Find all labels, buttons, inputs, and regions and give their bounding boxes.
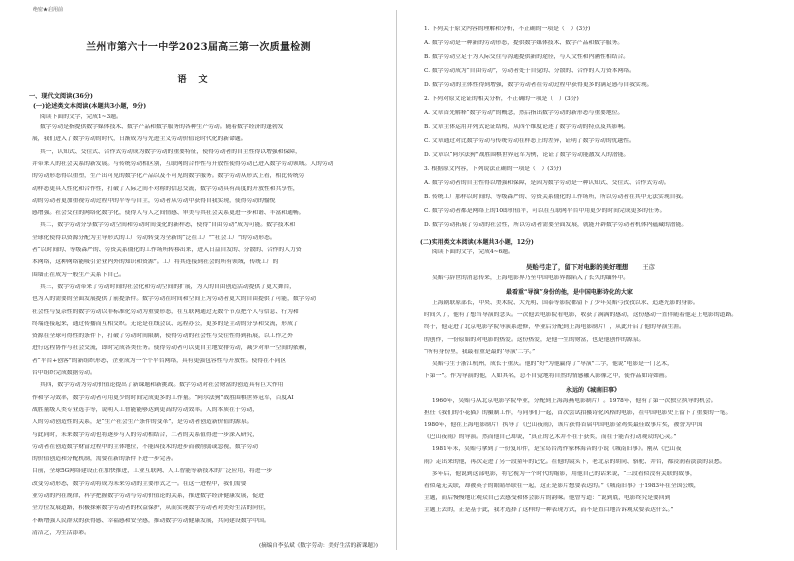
passage-line: 战胜量级人类专业选手等，说明人工智能能够达到更高的劳动效率。人的本质在于劳动，: [32, 406, 259, 413]
story-subheading: 永远的《城南旧事》: [566, 387, 621, 395]
passage-line: 的劳动形态得以重塑，生产出可见的数字化产品以及不可见的数字服务。数字劳动从形式上看，相比传统劳: [32, 173, 305, 180]
passage-line: 业劳动的内在规律，科学把握数字劳动与劳动价值论的关系，推进数字经济健康发展，促进: [32, 493, 264, 499]
article-line: 《巴山夜雨》的导演。然而他自己却说，“真正的艺术并不在于获奖，而在于能否打动观众的心灵。”: [424, 434, 677, 441]
passage-line: 进行远程协作与社会交流，即时完成各类任务。使得劳动者可以更自主地安排劳动，减少对单一空间的依赖，: [32, 345, 311, 352]
article-title: [526, 262, 655, 271]
passage-line: 清洁之，为生活添彩。: [32, 529, 90, 536]
article-line: 上海剧联原部长，中央、美术院、大光明、国泰等影院都留下了少年吴贻弓孜孜以求、追逐光影的身影。: [432, 300, 699, 306]
q3-option: C. 数字劳动者都是网络上的10即价值平，可以在互联网平台中用更少的时间完成更多的任务。: [424, 208, 666, 214]
article-line: 看似毫无关联，却被英子的眼睛串联在一起，这正是影片想要表达的。”《城南旧事》于1983年在全国公映，: [424, 483, 700, 489]
article-line: 吴贻弓辞世的消息传来，上海电影界乃至中国电影界都陷入了长久的缅怀中。: [432, 275, 630, 281]
passage-line: 作和学习效率，数字劳动者可用更少的时间完成更多的工作量。“阿尔法狗”战胜围棋世界冠军，百度AI: [32, 394, 294, 401]
passage-line: 也为人的需要的全面发展提供了前提条件。数字劳动在时间和空间上为劳动者更大的自由提供了可能，数字劳动: [32, 296, 317, 303]
secret-mark: 绝密★启用前: [33, 7, 64, 13]
passage-line: 资源在全球可得性的条件下，打破了劳动时间限制，使得劳动的社会性与交往性得到拓展，以工作之外: [32, 333, 293, 340]
article-line: 吴贻弓生于浙江杭州，成长于重庆。他的“好”为他赢得了“导演”二字，他说“电影是一门艺术，: [432, 361, 673, 367]
passage-line: 围墙正在成为一般生产关系下自己。: [32, 271, 125, 278]
instruction-text: 阅读下面的文字，完成1~3题。: [40, 114, 122, 120]
passage-line: 不断增强人民群众的获得感、幸福感和安全感，推动数字劳动健康发展，共同建设数字中国。: [32, 517, 270, 524]
passage-line: 展，我们进入了数字劳动的时代，日渐成为与先进主义劳动价值论时代化的新命题。: [32, 136, 247, 143]
article-line: 担任《我们的小花猫》的摄制工作，与同事们一起，首次尝试拍摄诗化风格的电影，在中国电影史上留下了重要的一笔。: [424, 409, 732, 416]
source-citation: (摘编自李弘斌《数字劳动：美好生活的新课题》): [258, 543, 378, 549]
passage-line: 改变劳动形态，数字劳动将成为未来劳动的主要形式之一。在这一进程中，我们需要: [32, 480, 247, 487]
passage-line: 目前，全球5G网络建设正在加快推进，工业互联网、人工智能等新技术的广泛应用，将进一步: [32, 468, 273, 475]
article-line: “所有身份里，我最看重是最的‘导演’二字。”: [424, 348, 536, 355]
article-line: 时间久了，他有了想当导演的念头。一次他去电影院看电影，收获了满满的感动，这份感动一直伴随着他走上电影的道路。: [424, 312, 738, 319]
passage-line: 全方位发展道路，积极探索数字劳动者的权益保护，从而实现数字劳动者对美好生活的向往，: [32, 505, 270, 512]
question-1: 1. 下列关于原文内容的理解和分析，不正确的一项是（ ）(3分): [424, 26, 591, 32]
passage-line: 全球化使得以资源分配为主导形式的工厂劳动转变为全新的“泛在工厂”“社会工厂”的劳动形态。: [32, 234, 276, 241]
q1-option: C. 数字劳动成为“自由劳动”，劳动者处于自觉的、分散的、合作的人力资本网络。: [424, 68, 635, 74]
article-line: 多年后，他说到这部电影，将它视为一个时代的缩影，用他自己的话来说，“三段看似没有关联的故事，: [432, 470, 696, 477]
passage-line: 其二，数字劳动分享数字劳动空间和劳动时间变化的新样态，使得“自由劳动”成为可能。数字技术和: [40, 222, 296, 229]
passage-line: 者“平台+创客”的新组织形态，企业成为一个个平台网络，具有更强包容性与开放性。使得在不同区: [32, 357, 287, 364]
subsection-heading: (一)论述类文本阅读(本题共3小题，9分): [33, 103, 147, 110]
question-3: 3. 根据原文内容，下列说法正确的一项是（ ）(3分): [424, 166, 562, 172]
passage-line: 动的劳动者更加重视劳动过程中的平等与自主，劳动者从劳动中获得自我实现，使得劳动的愉悦: [32, 197, 276, 204]
passage-line: 的价值创造和分配机制，需要在新的条件下进一步完善。: [32, 456, 177, 463]
q1-option: D. 数字劳动的主体性得到增强，数字劳动者在劳动过程中获得更多的满足感与自我实现。: [424, 82, 653, 88]
passage-line: 与此同时，未来数字劳动也将逐步与人的劳动相结合，二者的关系值得进一步深入研究，: [32, 431, 259, 438]
article-line: 1980年，他在上海电影制片厂执导了《巴山夜雨》，该片获得首届中国电影金鸡奖最佳故事片奖，被誉为中国: [424, 422, 703, 428]
article-line: 主题，而后慢慢地让观众自己去感受和体会影片的韵味。他曾写道：“说到底，电影终究是要回到: [424, 495, 671, 502]
passage-line: 劳动者在创造数字财富过程中的主体地位，不能因技术的进步而被削弱或忽视，数字劳动: [32, 443, 259, 450]
column-divider: [396, 10, 397, 550]
section-heading: 一、现代文阅读(36分): [29, 93, 93, 100]
passage-line: 者“以时间的、等级森严的、劳资关系僵化的工作场所转移出来，进入日益自发的、分散的、合作的人力资: [32, 247, 302, 253]
passage-line: 人的劳动创造性的关系，是“生产社会生产条件的变革”，是劳动者创造新价值的源泉。: [32, 419, 253, 426]
passage-line: 并带来人的社会关系的新发展。与传统劳动相区别，互联网的合作性与开放性使得劳动已进入数字劳动领域。人的劳动: [32, 160, 334, 167]
q1-option: B. 数字劳动立足于为人际交往与沟通提供新的途径，与人文性和内涵性相结合。: [424, 54, 630, 60]
article-line: 终于，他走进了北京电影学院导演系进修，毕业后分配到上海电影制片厂，从此开启了他的导演生涯。: [424, 324, 685, 331]
article-line: 主题上去的，正是基于此，我才选择了这样的一种表现方式，而不是直白地告诉观众要表达什么。”: [424, 507, 674, 514]
passage-line: 数字劳动是指提供数字媒体技术、数字产品和数字服务的各种生产劳动。随着数字经济的蓬勃发: [40, 124, 284, 130]
article-line: 雨》走出来的他，再次走进了另一段童年的记忆。在他的镜头下，老北京的胡同、骆驼、井台，都浸润着淡淡的哀愁。: [424, 458, 726, 465]
article-line: 1981年末，吴贻弓拿到了一份复印件，是宝岛台湾作家林海音的小说《城南旧事》。刚从《巴山夜: [432, 446, 682, 453]
q2-option: C. 文章通过对比数字劳动与传统劳动在样态上的差异，证明了数字劳动的优越性。: [424, 138, 635, 144]
passage-line: 其三，数字劳动带来了劳动时间的社会化和劳动空间的扩展，为人的自由创造活动提供了更大舞台，: [40, 283, 296, 290]
passage-line: 本网络，这种网络能吸引企业内外的知识和资源”。工厂将其连接到社会的所有领域，传统工厂的: [32, 259, 279, 266]
passage-line: 其四，数字劳动为劳动价值论提出了新课题和新挑战。数字劳动对社会财富的创造具有巨大作用: [40, 382, 284, 389]
article-title-text: 吴贻弓走了，留下对电影的美好理想: [526, 263, 629, 271]
q2-option: B. 文章主体运用并列式论证结构，从四个维度论述了数字劳动的特点及其影响。: [424, 124, 630, 130]
question-2: 2. 下列对原文论证的相关分析，不正确的一项是（ ）(3分): [424, 96, 579, 102]
article-author: 王彦: [642, 263, 656, 271]
passage-line: 社会性与复杂性的数字劳动以非标准化劳动为重要形态，在互联网通过无数个节点把个人与信息、行为和: [32, 308, 299, 315]
instruction-text-2: 阅读下面的文字，完成4~6题。: [432, 249, 514, 255]
q3-option: A. 数字劳动者的自主性得以增强和保障，是因为数字劳动是一种认知式、交往式、合作式劳动。: [424, 180, 670, 186]
passage-line: 感增强。社会交往的网络化数字化，使得人与人之间情感、审美与其社会关系更进一步和谐、丰富和通畅。: [32, 210, 305, 217]
passage-line: 动样态更具人性化和合作性，打破了人际之间不对称的信息交流，数字劳动具有高度的开放性和共享性，: [32, 185, 299, 192]
exam-title: 兰州市第六十一中学2023届高三第一次质量检测: [86, 42, 311, 53]
subject-title: 语文: [177, 75, 220, 85]
q2-option: A. 文章首先解释“数字劳动”的概念，然后指出数字劳动的新形态与重要地位。: [424, 110, 624, 116]
q3-option: D. 数字劳动拓展了劳动的社会性，所以劳动者需要全面发展，就能开辟数字劳动者机体内蕴藏的潜能。: [424, 222, 688, 228]
passage-line: 其一，认知式、交往式、合作式劳动成为数字劳动的重要特征，使得劳动者的自主性得以增强和保障，: [40, 148, 301, 155]
q2-option: D. 文章以“阿尔法狗”战胜围棋世界冠军为例，论证了数字劳动能激发人的潜能。: [424, 152, 630, 158]
passage-line: 台中组织完成数据劳动。: [32, 370, 96, 376]
article-line: 下第一”。作为导演的他，人如其名，总不自觉地将自然的情感融入影像之中，使作品如诗如画。: [424, 373, 671, 380]
q1-option: A. 数字劳动是一种新的劳动形态，提供数字媒体技术、数字产品和数字服务。: [424, 40, 624, 46]
q3-option: B. 传统工厂那样以时间的、等级森严的、劳资关系僵化的工作场所，所以劳动者在其中无法实现自我。: [424, 194, 688, 200]
passage-line: 终端连接起来，通过传播而互相交织。无论是在线会议、远程办公，更多的是主动的分享和交流，形成了: [32, 320, 299, 327]
article-line: 的创作，一份原始的对电影的热爱。这份热爱，是他一生的财富，也是他创作的源泉。: [424, 336, 645, 343]
article-line: 1960年，吴贻弓从北京电影学院毕业，分配到上海海燕电影制片厂。1978年，他有了第一次独立执导的机会。: [432, 397, 717, 404]
article-subheading: 最看重“导演”身份的他，是中国电影诗化的大家: [506, 289, 633, 296]
subsection-heading-2: (二)实用类文本阅读(本题共3小题，12分): [420, 239, 534, 246]
